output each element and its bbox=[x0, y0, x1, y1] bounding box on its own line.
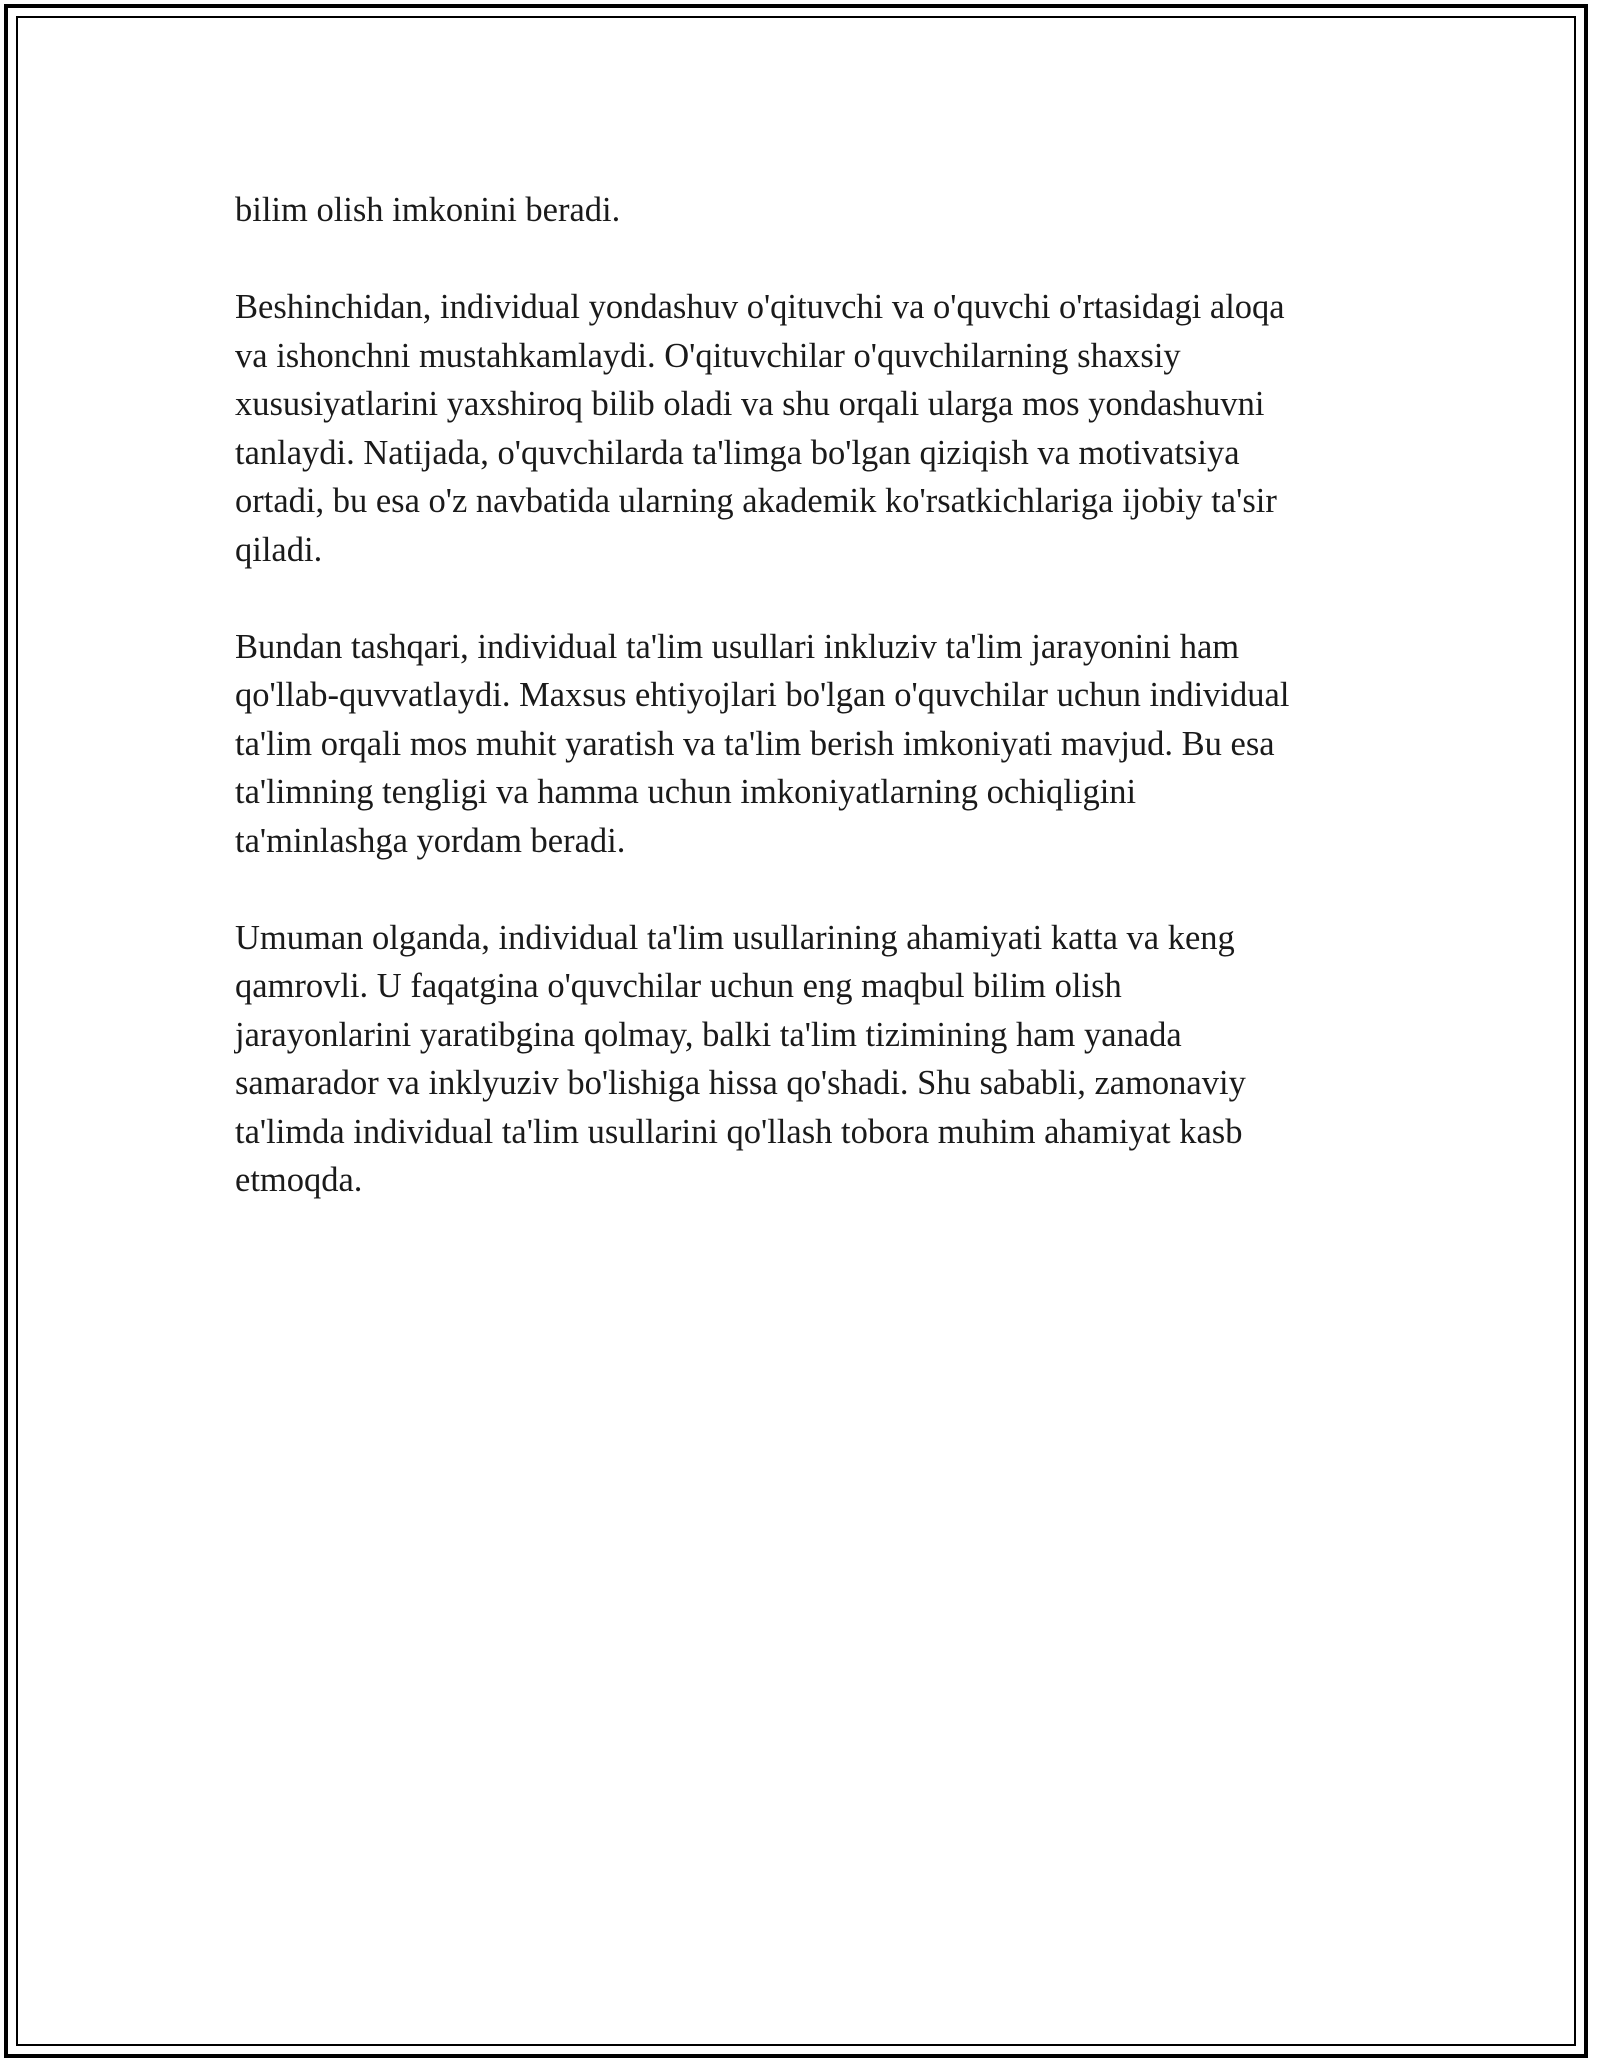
paragraph-3: Bundan tashqari, individual ta'lim usullari inkluziv ta'lim jarayonini ham qo'llab-quvvatlaydi. Maxsus ehtiyojlari bo'lgan o'quvchilar uchun individual ta'lim orqali mos muhit yaratish va ta'lim berish imkoniyati mavjud. Bu esa ta'limning tengligi va hamma uchun imkoniyatlarning ochiqligini ta'minlashga yordam beradi. bbox=[235, 627, 1290, 860]
document-body bbox=[235, 186, 1370, 1205]
paragraph-2: Beshinchidan, individual yondashuv o'qituvchi va o'quvchi o'rtasidagi aloqa va ishonchni mustahkamlaydi. O'qituvchilar o'quvchilarning shaxsiy xususiyatlarini yaxshiroq bilib oladi va shu orqali ularga mos yondashuvni tanlaydi. Natijada, o'quvchilarda ta'limga bo'lgan qiziqish va motivatsiya ortadi, bu esa o'z navbatida ularning akademik ko'rsatkichlariga ijobiy ta'sir qiladi. bbox=[235, 288, 1285, 569]
paragraph-1: bilim olish imkonini beradi. bbox=[235, 191, 621, 229]
paragraph-4: Umuman olganda, individual ta'lim usullarining ahamiyati katta va keng qamrovli. U faqatgina o'quvchilar uchun eng maqbul bilim olish jarayonlarini yaratibgina qolmay, balki ta'lim tizimining ham yanada samarador va inklyuziv bo'lishiga hissa qo'shadi. Shu sababli, zamonaviy ta'limda individual ta'lim usullarini qo'llash tobora muhim ahamiyat kasb etmoqda. bbox=[235, 918, 1246, 1199]
